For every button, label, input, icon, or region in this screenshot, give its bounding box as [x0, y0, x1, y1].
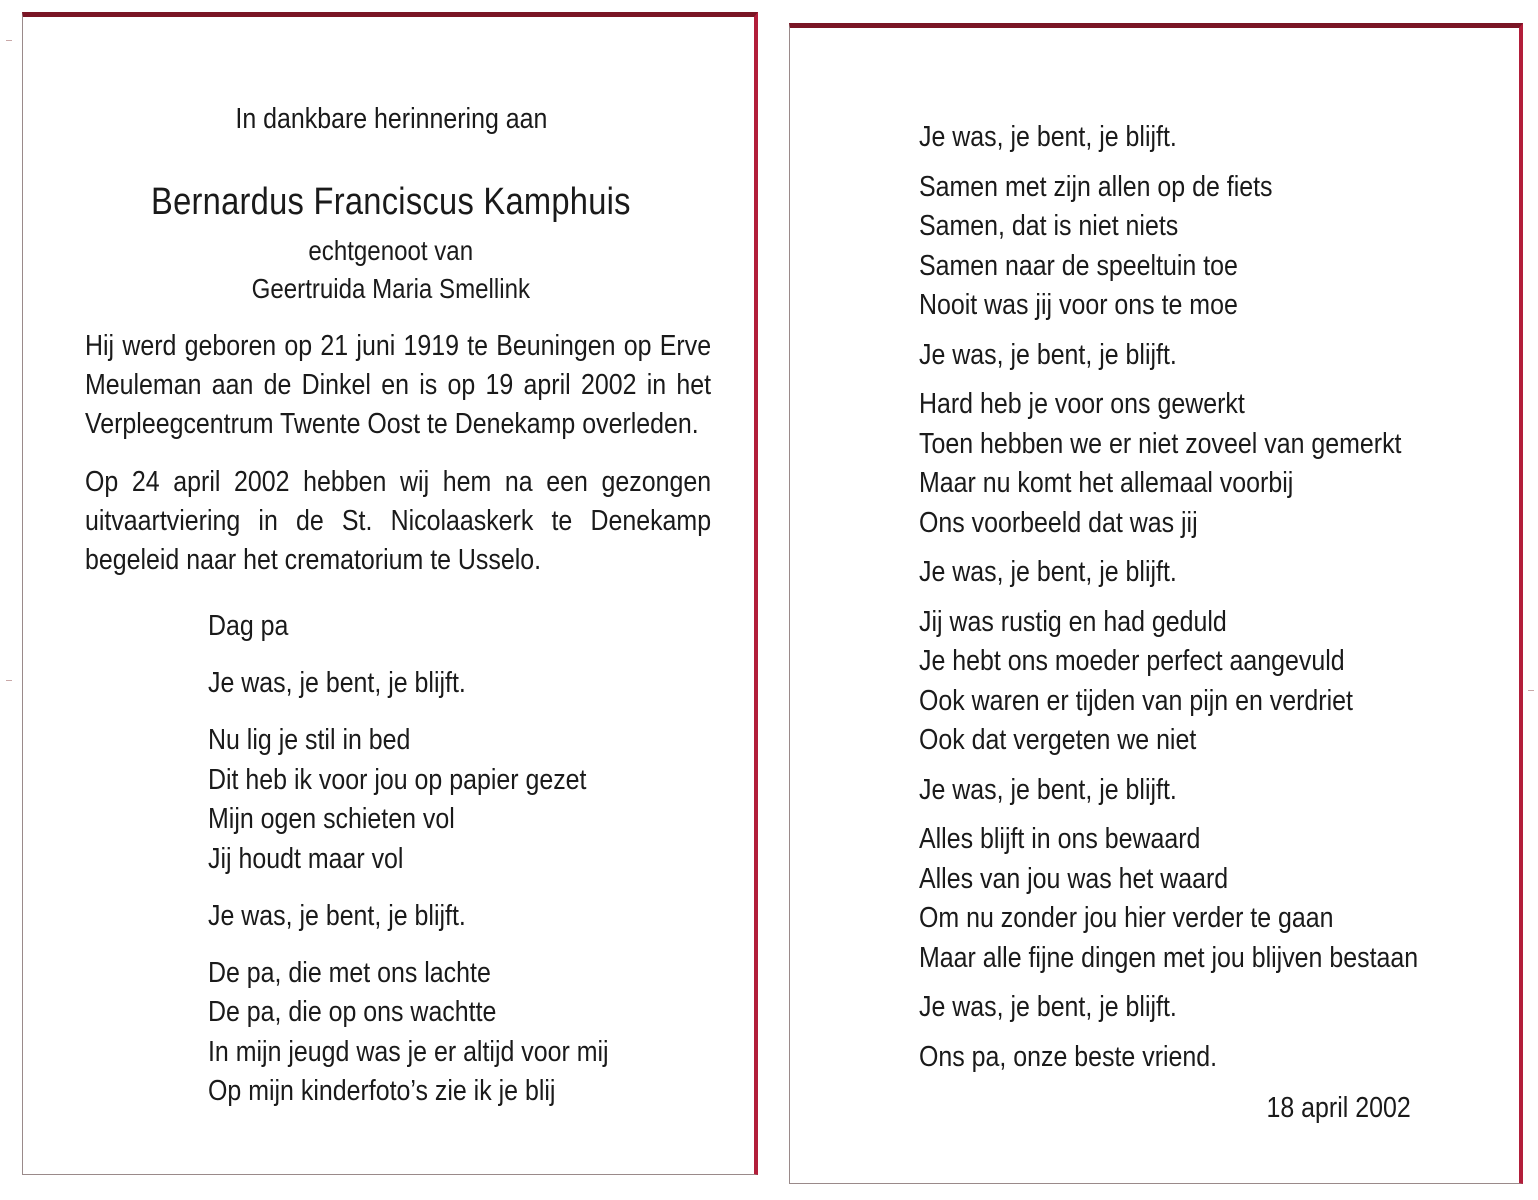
poem-line: Ook dat vergeten we niet: [919, 724, 1197, 756]
poem-line: Maar alle fijne dingen met jou blijven bestaan: [919, 941, 1419, 974]
poem-line: De pa, die op ons wachtte: [208, 996, 497, 1028]
poem-line: Om nu zonder jou hier verder te gaan: [919, 902, 1334, 934]
poem-stanza: [919, 988, 1418, 1028]
poem-line: Jij was rustig en had geduld: [919, 605, 1227, 638]
poem-stanza: [919, 553, 1418, 593]
poem-line: Nu lig je stil in bed: [208, 724, 411, 756]
poem-stanza: [919, 168, 1418, 326]
poem-line: Ook waren er tijden van pijn en verdriet: [919, 684, 1353, 717]
poem-stanza: [208, 954, 609, 1112]
poem-line: Samen met zijn allen op de fiets: [919, 170, 1273, 203]
poem-line: Toen hebben we er niet zoveel van gemerkt: [919, 427, 1402, 460]
poem-line: Je was, je bent, je blijft.: [208, 667, 466, 699]
poem-line: Je was, je bent, je blijft.: [919, 338, 1177, 371]
poem-line: Alles van jou was het waard: [919, 862, 1229, 895]
poem-line: Je was, je bent, je blijft.: [919, 556, 1177, 588]
poem-line: Samen naar de speeltuin toe: [919, 249, 1238, 282]
poem-stanza: [919, 603, 1418, 761]
spouse-name: Geertruida Maria Smellink: [251, 273, 531, 304]
poem-line: Maar nu komt het allemaal voorbij: [919, 467, 1294, 499]
poem-right: [919, 118, 1418, 1087]
poem-line: Dit heb ik voor jou op papier gezet: [208, 763, 587, 796]
deceased-name: Bernardus Franciscus Kamphuis: [151, 181, 631, 223]
heading: In dankbare herinnering aan: [235, 103, 547, 135]
poem-stanza: [919, 336, 1418, 376]
poem-stanza: [919, 771, 1418, 811]
poem-line: Dag pa: [208, 610, 289, 642]
poem-line: Je was, je bent, je blijft.: [919, 121, 1177, 153]
memorial-card-front: [22, 12, 758, 1175]
poem-stanza: [919, 820, 1418, 978]
poem-stanza: [919, 118, 1418, 158]
card-date: 18 april 2002: [1266, 1092, 1411, 1124]
poem-line: Hard heb je voor ons gewerkt: [919, 388, 1245, 420]
poem-line: Je was, je bent, je blijft.: [919, 773, 1177, 806]
scan-mark: [6, 40, 12, 41]
poem-stanza: [208, 721, 609, 879]
poem-stanza: [919, 1038, 1418, 1078]
poem-line: Samen, dat is niet niets: [919, 210, 1179, 242]
funeral-paragraph: Op 24 april 2002 hebben wij hem na een gezongen uitvaartviering in de St. Nicolaaskerk te Denekamp begeleid naar het crematorium te Usselo.: [85, 466, 712, 576]
poem-line: Alles blijft in ons bewaard: [919, 823, 1201, 855]
poem-line: Je was, je bent, je blijft.: [208, 899, 466, 932]
poem-line: Mijn ogen schieten vol: [208, 803, 455, 835]
poem-line: In mijn jeugd was je er altijd voor mij: [208, 1035, 609, 1068]
poem-stanza: [208, 607, 609, 647]
scan-mark: [6, 680, 12, 681]
poem-stanza: [208, 664, 609, 704]
poem-line: De pa, die met ons lachte: [208, 956, 491, 989]
poem-stanza: [208, 897, 609, 937]
scan-mark: [1528, 690, 1534, 691]
poem-line: Op mijn kinderfoto’s zie ik je blij: [208, 1075, 556, 1107]
birth-death-paragraph: Hij werd geboren op 21 juni 1919 te Beuningen op Erve Meuleman aan de Dinkel en is op 19 april 2002 in het Verpleegcentrum Twente Oost te Denekamp overleden.: [85, 330, 712, 440]
poem-line: Jij houdt maar vol: [208, 842, 404, 875]
memorial-card-back: [789, 23, 1523, 1184]
poem-line: Je hebt ons moeder perfect aangevuld: [919, 645, 1345, 677]
poem-line: Je was, je bent, je blijft.: [919, 991, 1177, 1023]
poem-line: Ons pa, onze beste vriend.: [919, 1040, 1218, 1073]
poem-left: [208, 607, 609, 1129]
poem-stanza: [919, 385, 1418, 543]
poem-line: Nooit was jij voor ons te moe: [919, 289, 1238, 321]
spouse-label: echtgenoot van: [308, 235, 474, 266]
poem-line: Ons voorbeeld dat was jij: [919, 506, 1198, 539]
